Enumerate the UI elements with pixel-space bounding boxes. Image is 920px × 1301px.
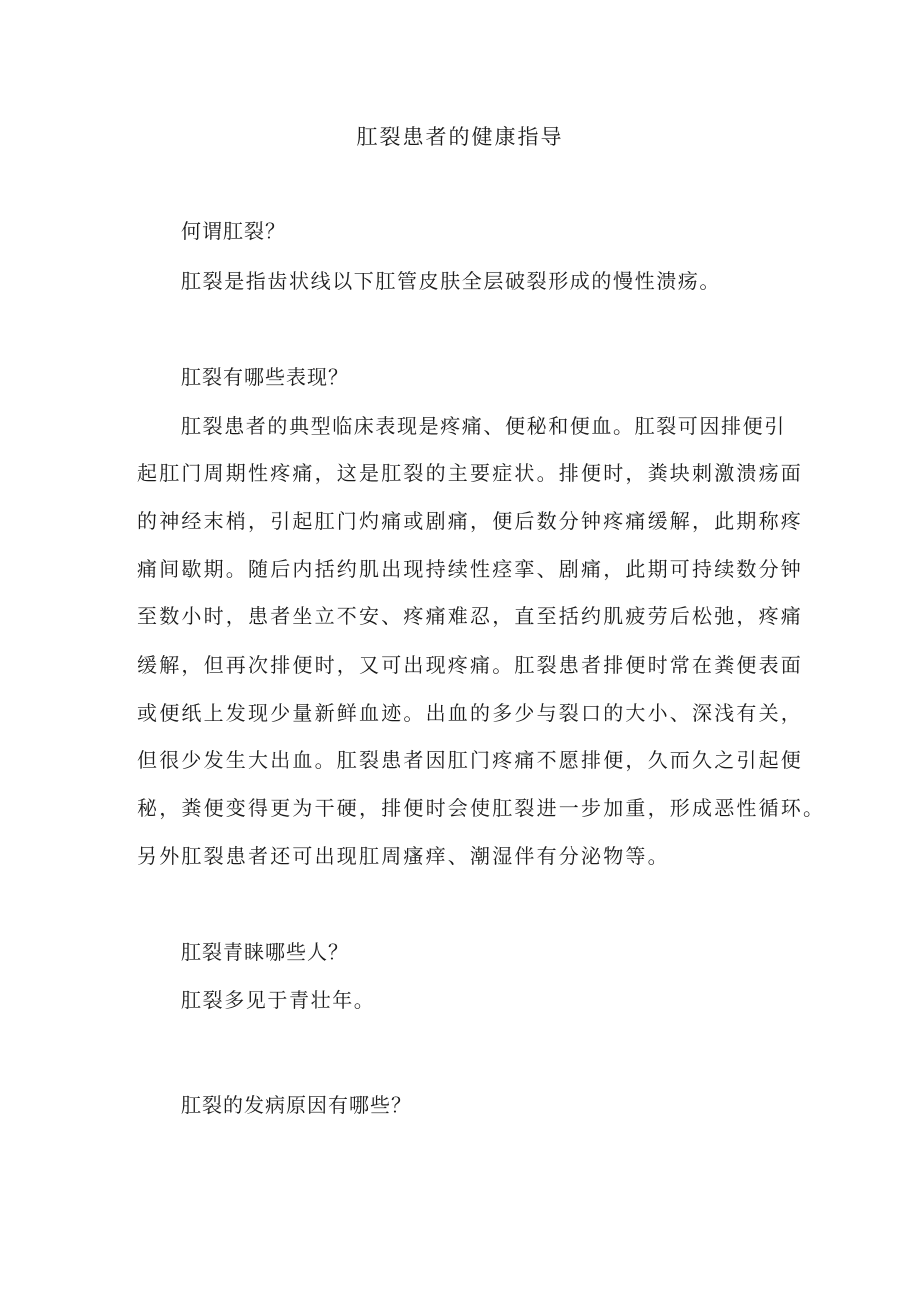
answer-what-is: 肛裂是指齿状线以下肛管皮肤全层破裂形成的慢性溃疡。	[181, 269, 721, 293]
question-what-is: 何谓肛裂？	[181, 219, 286, 243]
question-who: 肛裂青睐哪些人？	[181, 940, 349, 964]
question-causes: 肛裂的发病原因有哪些？	[181, 1093, 412, 1117]
answer-who: 肛裂多见于青壮年。	[181, 988, 376, 1012]
paragraph-line: 或便纸上发现少量新鲜血迹。出血的多少与裂口的大小、深浅有关，	[137, 701, 803, 725]
question-symptoms: 肛裂有哪些表现？	[181, 365, 349, 389]
paragraph-line: 另外肛裂患者还可出现肛周瘙痒、潮湿伴有分泌物等。	[137, 844, 670, 868]
paragraph-line: 秘，粪便变得更为干硬，排便时会使肛裂进一步加重，形成恶性循环。	[137, 796, 826, 820]
paragraph-line: 缓解，但再次排便时，又可出现疼痛。肛裂患者排便时常在粪便表面	[137, 653, 803, 677]
paragraph-line: 但很少发生大出血。肛裂患者因肛门疼痛不愿排便，久而久之引起便	[137, 748, 803, 772]
document-title: 肛裂患者的健康指导	[356, 125, 564, 149]
paragraph-line: 痛间歇期。随后内括约肌出现持续性痉挛、剧痛，此期可持续数分钟	[137, 557, 803, 581]
paragraph-line: 起肛门周期性疼痛，这是肛裂的主要症状。排便时，粪块刺激溃疡面	[137, 461, 803, 485]
paragraph-line: 的神经末梢，引起肛门灼痛或剧痛，便后数分钟疼痛缓解，此期称疼	[137, 509, 803, 533]
paragraph-line: 肛裂患者的典型临床表现是疼痛、便秘和便血。肛裂可因排便引	[181, 414, 786, 438]
paragraph-line: 至数小时，患者坐立不安、疼痛难忍，直至括约肌疲劳后松弛，疼痛	[137, 604, 803, 628]
